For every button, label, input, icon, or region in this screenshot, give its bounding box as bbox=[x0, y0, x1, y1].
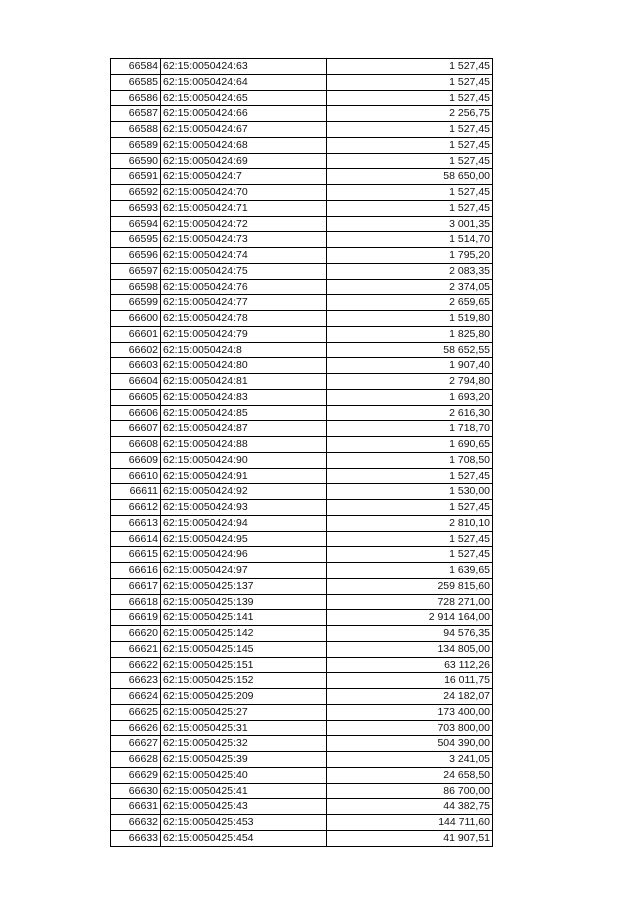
table-row bbox=[111, 799, 493, 815]
table-row bbox=[111, 736, 493, 752]
cadastral-number-cell: 62:15:0050424:76 bbox=[161, 279, 327, 295]
table-row bbox=[111, 421, 493, 437]
cadastral-value-cell: 259 815,60 bbox=[327, 578, 493, 594]
cadastral-number-cell: 62:15:0050425:32 bbox=[161, 736, 327, 752]
cadastral-value-cell: 2 616,30 bbox=[327, 405, 493, 421]
table-row bbox=[111, 74, 493, 90]
cadastral-value-cell: 144 711,60 bbox=[327, 815, 493, 831]
row-number-cell: 66606 bbox=[111, 405, 161, 421]
table-row bbox=[111, 500, 493, 516]
row-number-cell: 66607 bbox=[111, 421, 161, 437]
table-row bbox=[111, 673, 493, 689]
cadastral-value-cell: 1 708,50 bbox=[327, 452, 493, 468]
cadastral-value-cell: 2 083,35 bbox=[327, 263, 493, 279]
table-row bbox=[111, 657, 493, 673]
cadastral-number-cell: 62:15:0050424:96 bbox=[161, 547, 327, 563]
cadastral-value-cell: 2 256,75 bbox=[327, 106, 493, 122]
row-number-cell: 66625 bbox=[111, 704, 161, 720]
table-row bbox=[111, 563, 493, 579]
table-row bbox=[111, 815, 493, 831]
cadastral-number-cell: 62:15:0050425:31 bbox=[161, 720, 327, 736]
row-number-cell: 66614 bbox=[111, 531, 161, 547]
row-number-cell: 66597 bbox=[111, 263, 161, 279]
table-row bbox=[111, 137, 493, 153]
cadastral-value-cell: 1 825,80 bbox=[327, 326, 493, 342]
cadastral-value-cell: 1 527,45 bbox=[327, 90, 493, 106]
table-row bbox=[111, 232, 493, 248]
cadastral-number-cell: 62:15:0050424:78 bbox=[161, 311, 327, 327]
row-number-cell: 66591 bbox=[111, 169, 161, 185]
row-number-cell: 66594 bbox=[111, 216, 161, 232]
row-number-cell: 66598 bbox=[111, 279, 161, 295]
table-row bbox=[111, 216, 493, 232]
row-number-cell: 66624 bbox=[111, 689, 161, 705]
row-number-cell: 66613 bbox=[111, 515, 161, 531]
row-number-cell: 66588 bbox=[111, 122, 161, 138]
cadastral-value-cell: 2 794,80 bbox=[327, 374, 493, 390]
row-number-cell: 66592 bbox=[111, 185, 161, 201]
cadastral-number-cell: 62:15:0050425:137 bbox=[161, 578, 327, 594]
cadastral-value-cell: 1 514,70 bbox=[327, 232, 493, 248]
cadastral-number-cell: 62:15:0050424:67 bbox=[161, 122, 327, 138]
cadastral-number-cell: 62:15:0050425:40 bbox=[161, 767, 327, 783]
cadastral-number-cell: 62:15:0050424:7 bbox=[161, 169, 327, 185]
cadastral-value-cell: 3 001,35 bbox=[327, 216, 493, 232]
cadastral-value-cell: 1 530,00 bbox=[327, 484, 493, 500]
cadastral-number-cell: 62:15:0050424:63 bbox=[161, 59, 327, 75]
table-row bbox=[111, 830, 493, 846]
table-row bbox=[111, 389, 493, 405]
cadastral-value-cell: 94 576,35 bbox=[327, 626, 493, 642]
cadastral-number-cell: 62:15:0050425:41 bbox=[161, 783, 327, 799]
table-row bbox=[111, 515, 493, 531]
table-row bbox=[111, 185, 493, 201]
cadastral-value-cell: 58 650,00 bbox=[327, 169, 493, 185]
table-row bbox=[111, 578, 493, 594]
cadastral-value-cell: 728 271,00 bbox=[327, 594, 493, 610]
cadastral-number-cell: 62:15:0050425:139 bbox=[161, 594, 327, 610]
cadastral-number-cell: 62:15:0050424:8 bbox=[161, 342, 327, 358]
cadastral-value-cell: 1 693,20 bbox=[327, 389, 493, 405]
cadastral-value-cell: 58 652,55 bbox=[327, 342, 493, 358]
cadastral-number-cell: 62:15:0050424:88 bbox=[161, 437, 327, 453]
cadastral-number-cell: 62:15:0050424:71 bbox=[161, 200, 327, 216]
row-number-cell: 66618 bbox=[111, 594, 161, 610]
cadastral-value-cell: 134 805,00 bbox=[327, 641, 493, 657]
row-number-cell: 66617 bbox=[111, 578, 161, 594]
table-body bbox=[111, 59, 493, 847]
table-row bbox=[111, 720, 493, 736]
cadastral-number-cell: 62:15:0050424:79 bbox=[161, 326, 327, 342]
cadastral-value-cell: 2 374,05 bbox=[327, 279, 493, 295]
cadastral-number-cell: 62:15:0050425:39 bbox=[161, 752, 327, 768]
cadastral-number-cell: 62:15:0050424:97 bbox=[161, 563, 327, 579]
cadastral-number-cell: 62:15:0050425:454 bbox=[161, 830, 327, 846]
cadastral-value-cell: 16 011,75 bbox=[327, 673, 493, 689]
table-row bbox=[111, 374, 493, 390]
table-row bbox=[111, 90, 493, 106]
table-row bbox=[111, 484, 493, 500]
cadastral-value-cell: 63 112,26 bbox=[327, 657, 493, 673]
row-number-cell: 66600 bbox=[111, 311, 161, 327]
row-number-cell: 66585 bbox=[111, 74, 161, 90]
row-number-cell: 66633 bbox=[111, 830, 161, 846]
row-number-cell: 66593 bbox=[111, 200, 161, 216]
table-row bbox=[111, 531, 493, 547]
row-number-cell: 66602 bbox=[111, 342, 161, 358]
cadastral-number-cell: 62:15:0050425:27 bbox=[161, 704, 327, 720]
cadastral-value-cell: 1 519,80 bbox=[327, 311, 493, 327]
table-row bbox=[111, 783, 493, 799]
table-row bbox=[111, 547, 493, 563]
cadastral-number-cell: 62:15:0050424:87 bbox=[161, 421, 327, 437]
cadastral-number-cell: 62:15:0050424:77 bbox=[161, 295, 327, 311]
table-row bbox=[111, 263, 493, 279]
row-number-cell: 66608 bbox=[111, 437, 161, 453]
row-number-cell: 66632 bbox=[111, 815, 161, 831]
cadastral-value-cell: 1 527,45 bbox=[327, 137, 493, 153]
cadastral-value-cell: 1 907,40 bbox=[327, 358, 493, 374]
cadastral-number-cell: 62:15:0050424:70 bbox=[161, 185, 327, 201]
row-number-cell: 66603 bbox=[111, 358, 161, 374]
cadastral-number-cell: 62:15:0050424:69 bbox=[161, 153, 327, 169]
row-number-cell: 66623 bbox=[111, 673, 161, 689]
cadastral-value-cell: 86 700,00 bbox=[327, 783, 493, 799]
row-number-cell: 66631 bbox=[111, 799, 161, 815]
row-number-cell: 66599 bbox=[111, 295, 161, 311]
row-number-cell: 66619 bbox=[111, 610, 161, 626]
row-number-cell: 66605 bbox=[111, 389, 161, 405]
cadastral-value-cell: 1 527,45 bbox=[327, 531, 493, 547]
cadastral-value-cell: 1 527,45 bbox=[327, 500, 493, 516]
table-row bbox=[111, 468, 493, 484]
table-row bbox=[111, 169, 493, 185]
row-number-cell: 66621 bbox=[111, 641, 161, 657]
row-number-cell: 66616 bbox=[111, 563, 161, 579]
cadastral-value-cell: 173 400,00 bbox=[327, 704, 493, 720]
cadastral-value-cell: 1 527,45 bbox=[327, 122, 493, 138]
cadastral-value-cell: 24 182,07 bbox=[327, 689, 493, 705]
cadastral-number-cell: 62:15:0050424:95 bbox=[161, 531, 327, 547]
cadastral-number-cell: 62:15:0050424:83 bbox=[161, 389, 327, 405]
cadastral-number-cell: 62:15:0050424:72 bbox=[161, 216, 327, 232]
cadastral-number-cell: 62:15:0050424:90 bbox=[161, 452, 327, 468]
table-row bbox=[111, 295, 493, 311]
table-row bbox=[111, 689, 493, 705]
cadastral-value-cell: 24 658,50 bbox=[327, 767, 493, 783]
table-row bbox=[111, 594, 493, 610]
table-row bbox=[111, 153, 493, 169]
table-row bbox=[111, 342, 493, 358]
table-row bbox=[111, 311, 493, 327]
cadastral-number-cell: 62:15:0050425:141 bbox=[161, 610, 327, 626]
cadastral-number-cell: 62:15:0050424:94 bbox=[161, 515, 327, 531]
row-number-cell: 66587 bbox=[111, 106, 161, 122]
cadastral-value-cell: 1 718,70 bbox=[327, 421, 493, 437]
table-row bbox=[111, 106, 493, 122]
table-row bbox=[111, 358, 493, 374]
table-row bbox=[111, 767, 493, 783]
cadastral-value-cell: 2 914 164,00 bbox=[327, 610, 493, 626]
row-number-cell: 66622 bbox=[111, 657, 161, 673]
table-row bbox=[111, 405, 493, 421]
cadastral-number-cell: 62:15:0050424:85 bbox=[161, 405, 327, 421]
row-number-cell: 66620 bbox=[111, 626, 161, 642]
row-number-cell: 66601 bbox=[111, 326, 161, 342]
row-number-cell: 66589 bbox=[111, 137, 161, 153]
row-number-cell: 66595 bbox=[111, 232, 161, 248]
cadastral-value-cell: 1 527,45 bbox=[327, 468, 493, 484]
cadastral-number-cell: 62:15:0050425:151 bbox=[161, 657, 327, 673]
table-row bbox=[111, 437, 493, 453]
cadastral-value-cell: 2 659,65 bbox=[327, 295, 493, 311]
cadastral-number-cell: 62:15:0050425:453 bbox=[161, 815, 327, 831]
row-number-cell: 66629 bbox=[111, 767, 161, 783]
cadastral-value-cell: 2 810,10 bbox=[327, 515, 493, 531]
row-number-cell: 66628 bbox=[111, 752, 161, 768]
cadastral-number-cell: 62:15:0050424:68 bbox=[161, 137, 327, 153]
cadastral-value-cell: 504 390,00 bbox=[327, 736, 493, 752]
table-row bbox=[111, 626, 493, 642]
cadastral-number-cell: 62:15:0050425:209 bbox=[161, 689, 327, 705]
cadastral-value-cell: 1 527,45 bbox=[327, 200, 493, 216]
table-row bbox=[111, 610, 493, 626]
cadastral-number-cell: 62:15:0050424:92 bbox=[161, 484, 327, 500]
cadastral-value-cell: 703 800,00 bbox=[327, 720, 493, 736]
cadastral-number-cell: 62:15:0050424:75 bbox=[161, 263, 327, 279]
cadastral-value-cell: 3 241,05 bbox=[327, 752, 493, 768]
cadastral-number-cell: 62:15:0050424:91 bbox=[161, 468, 327, 484]
cadastral-number-cell: 62:15:0050425:145 bbox=[161, 641, 327, 657]
cadastral-value-cell: 1 527,45 bbox=[327, 59, 493, 75]
cadastral-value-cell: 1 690,65 bbox=[327, 437, 493, 453]
cadastral-number-cell: 62:15:0050424:80 bbox=[161, 358, 327, 374]
cadastral-number-cell: 62:15:0050424:73 bbox=[161, 232, 327, 248]
cadastral-number-cell: 62:15:0050424:93 bbox=[161, 500, 327, 516]
row-number-cell: 66612 bbox=[111, 500, 161, 516]
cadastral-number-cell: 62:15:0050424:65 bbox=[161, 90, 327, 106]
cadastral-number-cell: 62:15:0050425:43 bbox=[161, 799, 327, 815]
table-row bbox=[111, 122, 493, 138]
cadastral-value-table bbox=[110, 58, 493, 847]
row-number-cell: 66615 bbox=[111, 547, 161, 563]
row-number-cell: 66610 bbox=[111, 468, 161, 484]
table-row bbox=[111, 641, 493, 657]
row-number-cell: 66586 bbox=[111, 90, 161, 106]
table-row bbox=[111, 200, 493, 216]
table-row bbox=[111, 248, 493, 264]
row-number-cell: 66609 bbox=[111, 452, 161, 468]
cadastral-value-cell: 1 527,45 bbox=[327, 547, 493, 563]
cadastral-number-cell: 62:15:0050424:74 bbox=[161, 248, 327, 264]
cadastral-value-cell: 1 527,45 bbox=[327, 153, 493, 169]
row-number-cell: 66604 bbox=[111, 374, 161, 390]
cadastral-number-cell: 62:15:0050424:66 bbox=[161, 106, 327, 122]
row-number-cell: 66590 bbox=[111, 153, 161, 169]
cadastral-value-cell: 41 907,51 bbox=[327, 830, 493, 846]
row-number-cell: 66584 bbox=[111, 59, 161, 75]
row-number-cell: 66626 bbox=[111, 720, 161, 736]
table-row bbox=[111, 752, 493, 768]
cadastral-value-cell: 44 382,75 bbox=[327, 799, 493, 815]
cadastral-value-cell: 1 639,65 bbox=[327, 563, 493, 579]
row-number-cell: 66627 bbox=[111, 736, 161, 752]
table-row bbox=[111, 704, 493, 720]
row-number-cell: 66596 bbox=[111, 248, 161, 264]
table-row bbox=[111, 326, 493, 342]
cadastral-number-cell: 62:15:0050424:64 bbox=[161, 74, 327, 90]
cadastral-value-cell: 1 527,45 bbox=[327, 74, 493, 90]
cadastral-number-cell: 62:15:0050424:81 bbox=[161, 374, 327, 390]
cadastral-number-cell: 62:15:0050425:152 bbox=[161, 673, 327, 689]
table-row bbox=[111, 59, 493, 75]
cadastral-value-cell: 1 795,20 bbox=[327, 248, 493, 264]
cadastral-value-cell: 1 527,45 bbox=[327, 185, 493, 201]
row-number-cell: 66611 bbox=[111, 484, 161, 500]
table-row bbox=[111, 279, 493, 295]
row-number-cell: 66630 bbox=[111, 783, 161, 799]
table-row bbox=[111, 452, 493, 468]
cadastral-number-cell: 62:15:0050425:142 bbox=[161, 626, 327, 642]
